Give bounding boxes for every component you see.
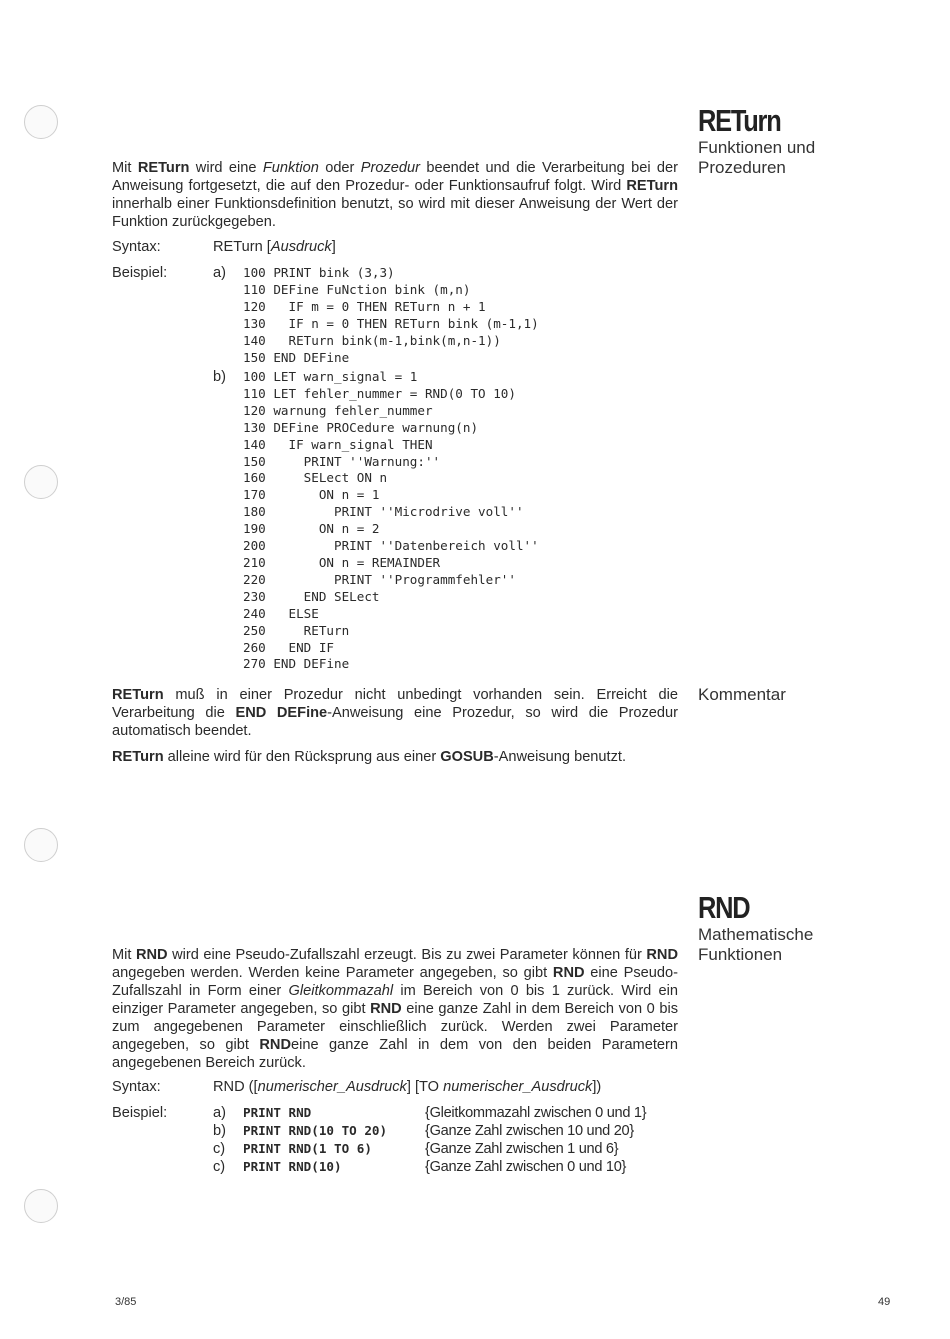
binder-hole [24,828,58,862]
return-syntax: RETurn [Ausdruck] [213,239,336,255]
rnd-example-marker: c) [213,1159,226,1175]
rnd-example-label: Beispiel: [112,1105,168,1121]
return-example-b-marker: b) [213,369,226,385]
rnd-category-line2: Funktionen [698,945,783,964]
rnd-example-row [0,1140,950,1158]
rnd-example-row [0,1158,950,1176]
rnd-heading [698,891,898,965]
rnd-example-marker: b) [213,1123,226,1139]
rnd-example-code: PRINT RND(1 TO 6) [243,1141,372,1156]
return-comment-1: RETurn muß in einer Prozedur nicht unbedingt vorhanden sein. Erreicht die Verarbeitung die END DEFine-Anweisung eine Prozedur, so wird die Prozedur automatisch beendet. [112,687,679,739]
rnd-example-comment: {Ganze Zahl zwischen 0 und 10} [425,1159,627,1175]
rnd-example-row [0,1104,950,1122]
rnd-title: RND [698,890,750,925]
rnd-example-code: PRINT RND(10 TO 20) [243,1123,388,1138]
return-heading [698,104,898,178]
return-category-line1: Funktionen und [698,138,816,157]
rnd-syntax: RND ([numerischer_Ausdruck] [TO numerischer_Ausdruck]) [213,1079,602,1095]
binder-hole [24,105,58,139]
return-example-a-marker: a) [213,265,226,281]
rnd-example-marker: a) [213,1105,226,1121]
return-comment-2: RETurn alleine wird für den Rücksprung aus einer GOSUB-Anweisung benutzt. [112,749,627,765]
return-category-line2: Prozeduren [698,158,786,177]
return-syntax-label: Syntax: [112,239,161,255]
rnd-example-code: PRINT RND [243,1105,312,1120]
rnd-intro: Mit RND wird eine Pseudo-Zufallszahl erzeugt. Bis zu zwei Parameter können für RND angegeben werden. Werden keine Parameter angegeben, so gibt RND eine Pseudo-Zufallszahl in Form einer Gleitkommazahl im Bereich von 0 bis 1 zurück. Wird ein einziger Parameter angegeben, so gibt RND eine ganze Zahl in dem Bereich von 0 bis zum angegebenen Parameter einschließlich zurück. Werden zwei Parameter angegeben, so gibt RNDeine ganze Zahl in dem von den beiden Parametern angegebenen Bereich zurück. [112,947,678,1071]
rnd-category-line1: Mathematische [698,925,814,944]
comment-heading [698,685,898,705]
rnd-example-comment: {Ganze Zahl zwischen 1 und 6} [425,1141,619,1157]
rnd-example-marker: c) [213,1141,226,1157]
return-example-label: Beispiel: [112,265,168,281]
return-example-a-code: 100 PRINT bink (3,3) 110 DEFine FuNction bink (m,n) 120 IF m = 0 THEN RETurn n + 1 130 IF n = 0 THEN RETurn bink (m-1,1) 140 RETurn bink(m-1,bink(m,n-1)) 150 END DEFine [243,265,539,365]
rnd-syntax-label: Syntax: [112,1079,161,1095]
page-number: 49 [878,1296,891,1308]
binder-hole [24,465,58,499]
rnd-example-code: PRINT RND(10) [243,1159,342,1174]
rnd-example-comment: {Gleitkommazahl zwischen 0 und 1} [425,1105,647,1121]
comment-heading-label: Kommentar [698,685,786,704]
rnd-example-comment: {Ganze Zahl zwischen 10 und 20} [425,1123,634,1139]
rnd-example-row [0,1122,950,1140]
return-title: RETurn [698,103,781,138]
return-intro: Mit RETurn wird eine Funktion oder Prozedur beendet und die Verarbeitung bei der Anweisung fortgesetzt, die auf den Prozedur- oder Funktionsaufruf folgt. Wird RETurn innerhalb einer Funktionsdefinition benutzt, so wird mit dieser Anweisung der Wert der Funktion zurückgegeben. [112,160,679,230]
return-example-b-code: 100 LET warn_signal = 1 110 LET fehler_nummer = RND(0 TO 10) 120 warnung fehler_nummer 130 DEFine PROCedure warnung(n) 140 IF warn_signal THEN 150 PRINT ''Warnung:'' 160 SELect ON n 170 ON n = 1 180 PRINT ''Microdrive voll'' 190 ON n = 2 200 PRINT ''Datenbereich voll'' 210 ON n = REMAINDER 220 PRINT ''Programmfehler'' 230 END SELect 240 ELSE 250 RETurn 260 END IF 270 END DEFine [243,369,539,672]
footer-date: 3/85 [115,1296,137,1308]
binder-hole [24,1189,58,1223]
